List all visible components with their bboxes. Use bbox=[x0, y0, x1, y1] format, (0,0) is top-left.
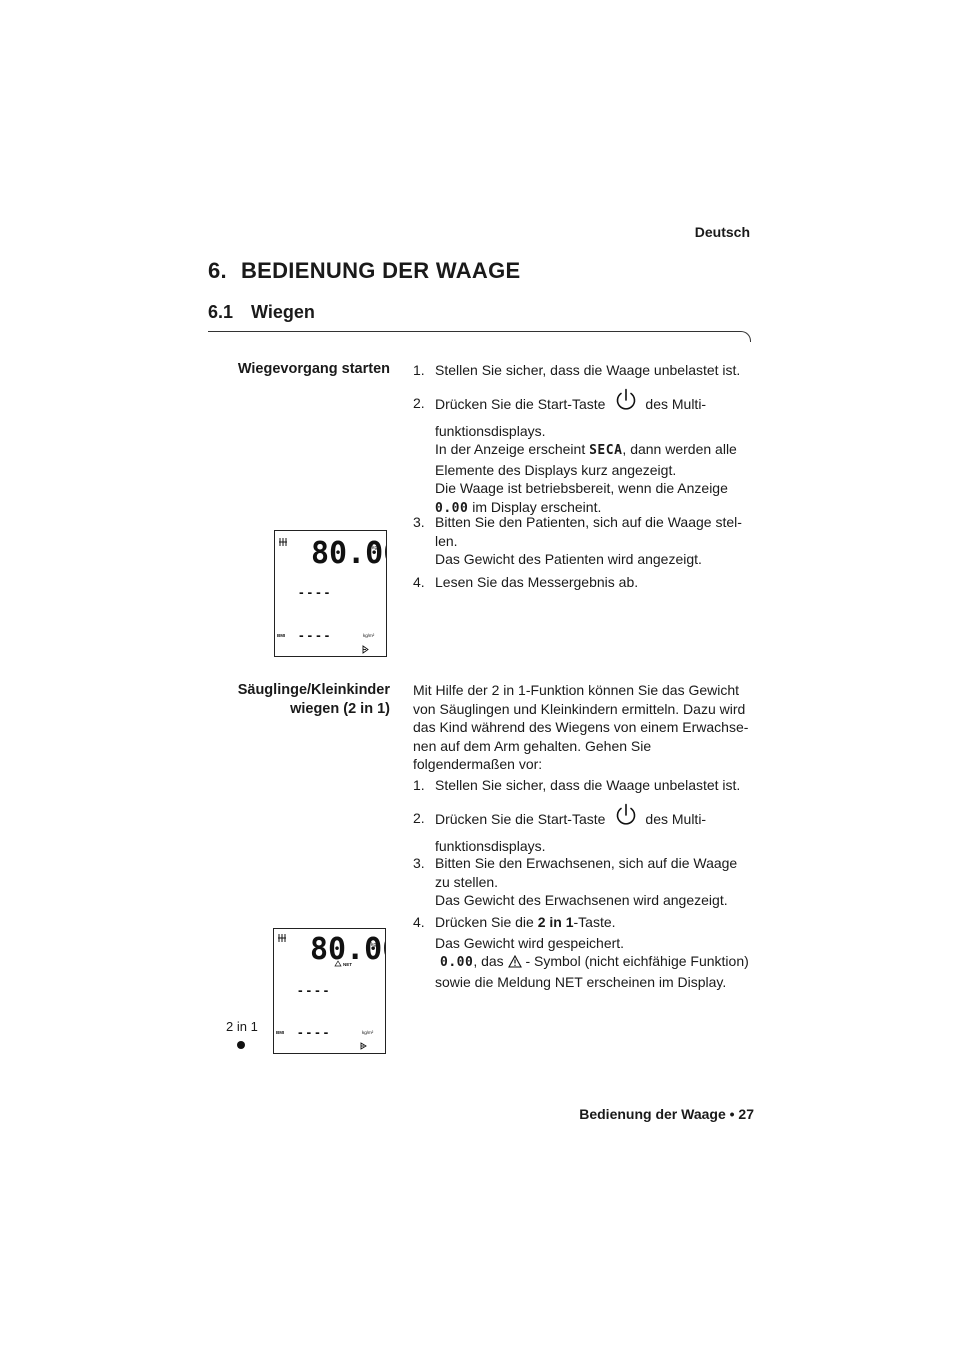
weight-readout: 80.0 bbox=[310, 932, 383, 967]
page-footer: Bedienung der Waage • 27 bbox=[579, 1106, 754, 1122]
power-icon bbox=[615, 388, 637, 417]
chapter-title-text: BEDIENUNG DER WAAGE bbox=[240, 258, 521, 283]
scale-display-2in1 bbox=[273, 928, 386, 1054]
section-title-text: Wiegen bbox=[251, 302, 315, 322]
button-2in1-label: 2 in 1 bbox=[226, 1019, 258, 1034]
scale-icon bbox=[279, 538, 287, 546]
scale-display-weighing bbox=[274, 530, 387, 657]
section-rule-corner bbox=[738, 331, 751, 342]
bmi-label: BMI bbox=[276, 1030, 285, 1035]
display-graphic bbox=[274, 929, 385, 1053]
button-2in1-dot bbox=[237, 1041, 245, 1049]
section-number: 6.1 bbox=[208, 302, 234, 322]
net-label: NET bbox=[343, 962, 352, 967]
infant-heading: Säuglinge/Kleinkinder wiegen (2 in 1) bbox=[237, 682, 390, 717]
bmi-dashes: - - - - bbox=[298, 1024, 329, 1040]
height-dashes: - - - - bbox=[298, 982, 329, 998]
infant-intro: Mit Hilfe der 2 in 1-Funktion können Sie das Gewicht von Säuglingen und Kleinkindern ermitteln. Dazu wird das Kind während des Wiegens von einem Erwachse-nen auf dem Arm gehalten. Gehen Sie folgendermaßen vor: bbox=[413, 682, 749, 772]
unit-bmi: kg/m² bbox=[363, 633, 375, 638]
weight-readout: 80.0 bbox=[311, 536, 384, 571]
bmi-dashes: - - - - bbox=[299, 627, 330, 643]
zero-display-text: 0.00 bbox=[435, 500, 469, 516]
unit-bmi: kg/m² bbox=[362, 1030, 374, 1035]
chapter-title bbox=[208, 258, 520, 284]
arrow-icon bbox=[361, 1043, 366, 1049]
unit-kg: kg bbox=[371, 942, 377, 948]
section-title bbox=[208, 302, 315, 323]
display-graphic bbox=[275, 531, 386, 656]
bmi-label: BMI bbox=[277, 633, 286, 638]
unit-kg: kg bbox=[372, 545, 378, 551]
start-heading: Wiegevorgang starten bbox=[237, 361, 390, 377]
warning-icon bbox=[508, 954, 522, 973]
height-dashes: - - - - bbox=[299, 584, 330, 600]
seca-display-text: SECA bbox=[589, 443, 623, 458]
arrow-icon bbox=[363, 646, 368, 653]
scale-icon bbox=[278, 934, 286, 942]
chapter-number: 6. bbox=[208, 258, 227, 283]
language-label: Deutsch bbox=[694, 224, 750, 240]
power-icon bbox=[615, 803, 637, 832]
zero-display-text: 0.00 bbox=[440, 955, 474, 970]
section-rule bbox=[208, 331, 740, 332]
